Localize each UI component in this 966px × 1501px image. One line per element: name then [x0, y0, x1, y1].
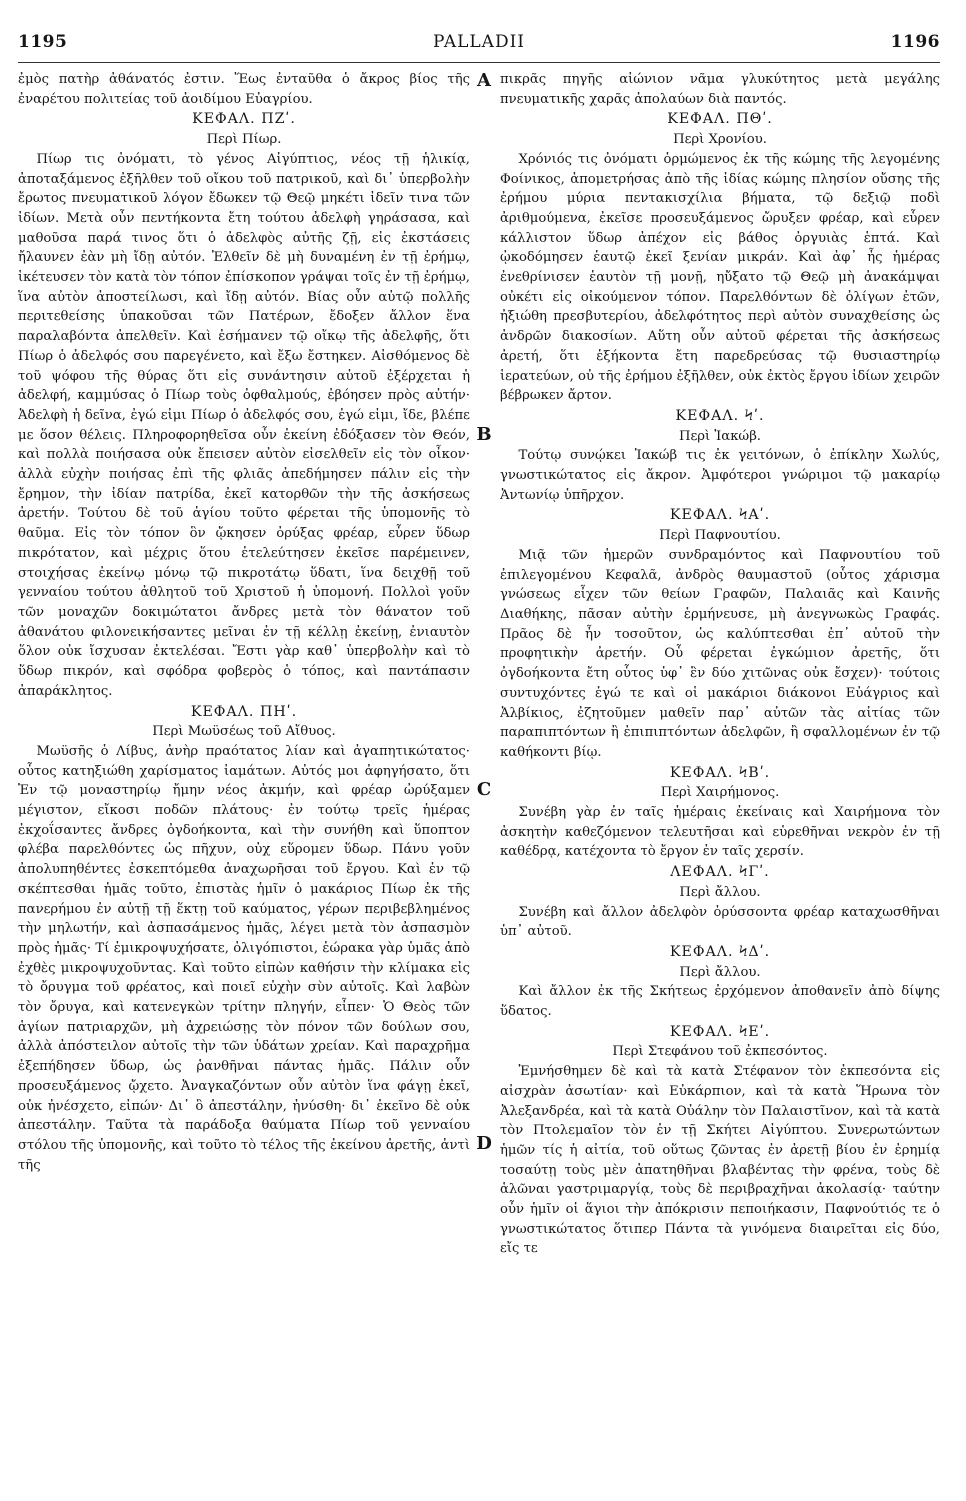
section-marker-b: B — [476, 424, 492, 445]
chapter-subtitle: Περὶ Παφνουτίου. — [659, 528, 781, 544]
chapter-subtitle: Περὶ Πίωρ. — [206, 132, 282, 148]
chapter-heading: ΚΕΦΑΛ. ϞΔʹ. — [669, 943, 771, 960]
chapter-text: Ἐμνήσθημεν δὲ καὶ τὰ κατὰ Στέφανον τὸν ἐκπεσόντα εἰς αἰσχρὰν ἀσωτίαν· καὶ Εὐκάρπιον, καὶ τὰ κατὰ Ἥρωνα τὸν Ἀλεξανδρέα, καὶ τὰ κατὰ Οὐάλην τὸν Παλαιστῖνον, καὶ τὰ κατὰ τὸν Πτολεμαῖον τὸν ἐν τῇ Σκήτει Αἰγύπτου. Συνερωτώντων ἡμῶν τίς ἡ αἰτία, τοῦ οὕτως ζῶντας ἐν ἀρετῇ βίου ἐν ἐρημίᾳ τοσαύτῃ τοὺς μὲν ἀπατηθῆναι βλαβέντας τὴν φρένα, τοὺς δὲ ἁλῶναι γαστριμαργίᾳ, τοὺς δὲ περιβραχῆναι ἀκολασίᾳ· ταύτην οὖν ἡμῖν οἱ ἅγιοι τὴν ἀπόκρισιν πεποιήκασιν, Παφνούτιός τε ὁ γνωστικώτατος ὅτιπερ Πάντα τὰ γινόμενα διαιρεῖται εἰς δύο, εἴς τε — [500, 1064, 940, 1257]
chapter-subtitle: Περὶ Ἰακώβ. — [678, 428, 762, 444]
chapter-heading: ΛΕΦΑΛ. ϞΓʹ. — [670, 864, 770, 881]
chapter-text: Πίωρ τις ὀνόματι, τὸ γένος Αἰγύπτιος, νέος τῇ ἡλικίᾳ, ἀποταξάμενος ἐξῆλθεν τοῦ οἴκου τοῦ πατρικοῦ, καὶ δι᾽ ὑπερβολὴν ἔρωτος πνευματικοῦ λόγον ἔδωκεν τῷ Θεῷ μηκέτι ἰδεῖν τινα τῶν ἰδίων. Μετὰ οὖν πεντήκοντα ἔτη τούτου ἀδελφὴ γηράσασα, καὶ μαθοῦσα παρά τινος ὅτι ὁ ἀδελφὸς αὐτῆς ζῇ, εἰς ἐκστάσεις ἤλαυνεν ἐὰν μὴ ἴδῃ αὐτόν. Ἐλθεῖν δὲ μὴ δυναμένη ἐν τῇ ἐρήμῳ, ἱκέτευσεν τὸν κατὰ τὸν τόπον ἐπίσκοπον γράψαι τοῖς ἐν τῇ ἐρήμῳ, ἵνα αὐτὸν ἀποστείλωσι, καὶ ἴδῃ αὐτόν. Βίας οὖν αὐτῷ πολλῆς περιτεθείσης ὑπακοῦσαι τῶν Πατέρων, ἔδοξεν ἄλλον ἕνα παραλαβόντα ἀπελθεῖν. Καὶ ἐσήμανεν τῷ οἴκῳ τῆς ἀδελφῆς, ὅτι Πίωρ ὁ ἀδελφός σου παρεγένετο, καὶ ἔξω ἔστηκεν. Αἰσθόμενος δὲ τοῦ ψόφου τῆς θύρας ὅτι εἰς συνάντησιν αὐτοῦ ἐξέρχεται ἡ ἀδελφή, καμμύσας ὁ Πίωρ τοὺς ὀφθαλμούς, ἐβόησεν πρὸς αὐτήν· Ἀδελφὴ ἡ δεῖνα, ἐγώ εἰμι Πίωρ ὁ ἀδελφός σου, ἐγώ εἰμι, ἴδε, βλέπε με ὅσον θέλεις. Πληροφορηθεῖσα οὖν ἐκείνη ἐδόξασεν τὸν Θεόν, καὶ πολλὰ ποιήσασα οὐκ ἔπεισεν αὐτὸν εἰσελθεῖν εἰς τὸν οἶκον· ἀλλὰ εὐχὴν ποιήσας ἐπὶ τῆς φλιᾶς ἀπεδήμησεν πάλιν εἰς τὴν ἔρημον, τὴν ἰδίαν πατρίδα, ἐκεῖ κατορθῶν τὴν τῆς ἀσκήσεως ἀρετήν. Τούτου δὲ τοῦ ἁγίου τοῦτο φέρεται τῆς ὑπομονῆς τὸ θαῦμα. Εἰς τὸν τόπον ὃν ᾤκησεν ὀρύξας φρέαρ, εὗρεν ὕδωρ πικρότατον, καὶ μέχρις ὅτου ἐτελεύτησεν ἐκεῖσε παρέμεινεν, στοιχήσας ἐκείνῳ μόνῳ τῷ πικροτάτῳ ὕδατι, ἵνα δειχθῇ τοῦ γενναίου τούτου ἀθλητοῦ τοῦ Χριστοῦ ἡ ὑπομονή. Πολλοὶ γοῦν τῶν μοναχῶν δοκιμώτατοι ἄνδρες μετὰ τὸν θάνατον τοῦ ἀθανάτου φιλονεικήσαντες μεῖναι ἐν τῇ κέλλῃ ἐκείνῃ, ἐνιαυτὸν ὅλον οὐκ ἴσχυσαν ἐκτελέσαι. Ἔστι γὰρ καθ᾽ ὑπερβολὴν καὶ τὸ ὕδωρ πικρόν, καὶ σφόδρα φοβερὸς ὁ τόπος, καὶ παντάπασιν ἀπαράκλητος. — [18, 151, 470, 699]
chapter-heading: ΚΕΦΑΛ. ϞΕʹ. — [669, 1023, 771, 1040]
chapter-subtitle: Περὶ Μωϋσέως τοῦ Αἴθυος. — [152, 724, 336, 740]
chapter-heading: ΚΕΦΑΛ. ΠΘʹ. — [667, 111, 773, 128]
running-head — [18, 32, 940, 58]
chapter-text: Συνέβη καὶ ἄλλον ἀδελφὸν ὀρύσσοντα φρέαρ καταχωσθῆναι ὑπ᾽ αὐτοῦ. — [500, 904, 940, 940]
left-intro-text: ἐμὸς πατὴρ ἀθάνατός ἐστιν. Ἕως ἐνταῦθα ὁ ἄκρος βίος τῆς ἐναρέτου πολιτείας τοῦ ἀοιδίμου Εὐαγρίου. — [18, 72, 470, 107]
chapter-heading: ΚΕΦΑΛ. ϞΒʹ. — [669, 764, 771, 781]
chapter-heading: ΚΕΦΑΛ. ϞΑʹ. — [669, 507, 771, 524]
chapter-text: Καὶ ἄλλον ἐκ τῆς Σκήτεως ἐρχόμενον ἀποθανεῖν ἀπὸ δίψης ὕδατος. — [500, 984, 940, 1020]
right-column — [500, 70, 940, 1490]
chapter-heading: ΚΕΦΑΛ. Ϟʹ. — [675, 407, 765, 424]
section-marker-c: C — [476, 779, 492, 800]
right-intro-text: πικρᾶς πηγῆς αἰώνιον νᾶμα γλυκύτητος μετὰ μεγάλης πνευματικῆς χαρᾶς ἀπολαύων διὰ παντός. — [500, 72, 940, 107]
section-marker-a: A — [477, 70, 491, 91]
chapter-heading: ΚΕΦΑΛ. ΠΗʹ. — [190, 703, 298, 720]
page-number-right: 1196 — [890, 32, 940, 52]
page-number-left: 1195 — [18, 32, 68, 52]
chapter-text: Χρόνιός τις ὀνόματι ὁρμώμενος ἐκ τῆς κώμης τῆς λεγομένης Φοίνικος, ἀπομετρήσας ἀπὸ τῆς ἰδίας κώμης πλησίον οὔσης τῆς ἐρήμου μύρια πεντακισχίλια βήματα, τῷ δεξιῷ ποδὶ ἀριθμούμενα, ἐκεῖσε προσευξάμενος ὤρυξεν φρέαρ, καὶ εὗρεν κάλλιστον ὕδωρ ἀπέχον εἰς βάθος ὀργυιὰς ἑπτά. Καὶ ᾠκοδόμησεν ἑαυτῷ ἐκεῖ ξενίαν μικράν. Καὶ ἀφ᾽ ἧς ἡμέρας ἐνεθρίνισεν ἑαυτὸν τῇ μονῇ, ηὔξατο τῷ Θεῷ μὴ ἀνακάμψαι οὐκέτι εἰς οἰκούμενον τόπον. Παρελθόντων δὲ ὀλίγων ἐτῶν, ἠξιώθη πρεσβυτερίου, ἀδελφότητος περὶ αὐτὸν συναχθείσης ὡς ἀνδρῶν διακοσίων. Αὕτη οὖν αὐτοῦ φέρεται τῆς ἀσκήσεως ἀρετή, ὅτι ἑξήκοντα ἔτη παρεδρεύσας τῷ θυσιαστηρίῳ ἱερατεύων, οὐ τῆς ἐρήμου ἐξῆλθεν, οὐκ ἐκτὸς ἔργου ἰδίων χειρῶν βέβρωκεν ἄρτον. — [500, 151, 940, 404]
chapter-subtitle: Περὶ ἄλλου. — [679, 964, 761, 980]
chapter-text: Συνέβη γὰρ ἐν ταῖς ἡμέραις ἐκείναις καὶ Χαιρήμονα τὸν ἀσκητὴν καθεζόμενον τελευτῆσαι καὶ εὑρεθῆναι νεκρὸν ἐν τῇ καθέδρᾳ, κατέχοντα τὸ ἔργον ἐν ταῖς χερσίν. — [500, 805, 940, 860]
left-column — [18, 70, 470, 1490]
section-marker-d: D — [476, 1133, 492, 1154]
chapter-text: Τούτῳ συνῴκει Ἰακώβ τις ἐκ γειτόνων, ὁ ἐπίκλην Χωλύς, γνωστικώτατος εἰς ἄκρον. Ἀμφότεροι γνώριμοι τῷ μακαρίῳ Ἀντωνίῳ ὑπῆρχον. — [500, 448, 940, 503]
chapter-subtitle: Περὶ Στεφάνου τοῦ ἐκπεσόντος. — [612, 1044, 828, 1060]
chapter-heading: ΚΕΦΑΛ. ΠΖʹ. — [192, 111, 296, 128]
header-rule — [18, 62, 940, 63]
chapter-text: Μιᾷ τῶν ἡμερῶν συνδραμόντος καὶ Παφνουτίου τοῦ ἐπιλεγομένου Κεφαλᾶ, ἀνδρὸς θαυμαστοῦ (οὗτος χάρισμα γνώσεως εἶχεν τῶν θείων Γραφῶν, Παλαιᾶς καὶ Καινῆς Διαθήκης, πᾶσαν αὐτὴν ἑρμήνευσε, μὴ ἀνεγνωκὼς Γραφάς. Πρᾶος δὲ ἦν τοσοῦτον, ὡς καλύπτεσθαι ἐπ᾽ αὐτοῦ τὴν προφητικὴν ἀρετήν. Οὗ φέρεται ἐγκώμιον ἀρετῆς, ὅτι ὀγδοήκοντα ἔτη οὗτος ὑφ᾽ ἓν δύο χιτῶνας οὐκ ἔσχεν)· τούτοις συντυχόντες ἐγώ τε καὶ οἱ μακάριοι διάκονοι Εὐάγριος καὶ Ἀλβίκιος, ἐζητοῦμεν μαθεῖν παρ᾽ αὐτῶν τὰς αἰτίας τῶν παραπιπτόντων ἢ ἐπιπιπτόντων ἀδελφῶν, ἢ σφαλλομένων ἐν τῷ καθήκοντι βίῳ. — [500, 547, 940, 760]
chapter-subtitle: Περὶ Χαιρήμονος. — [660, 785, 780, 801]
chapter-text: Μωϋσῆς ὁ Λίβυς, ἀνὴρ πραότατος λίαν καὶ ἀγαπητικώτατος· οὗτος κατηξιώθη χαρίσματος ἰαμάτων. Αὐτός μοι ἀφηγήσατο, ὅτι Ἐν τῷ μοναστηρίῳ ἤμην νέος ἀκμήν, καὶ φρέαρ ὠρύξαμεν μέγιστον, εἴκοσι ποδῶν πλάτους· ἐν τούτῳ τρεῖς ἡμέρας ἐκχοΐσαντες ἄνδρες ὀγδοήκοντα, καὶ τὴν συνήθη καὶ ὕποπτον φλέβα παρελθόντες ὡς πῆχυν, οὐχ εὕρομεν ὕδωρ. Πάνυ γοῦν ἀπολυπηθέντες ἐσκεπτόμεθα ἀναχωρῆσαι τοῦ ἔργου. Καὶ ἐν τῷ σκέπτεσθαι ἡμᾶς τοῦτο, ἐπιστὰς ἡμῖν ὁ μακάριος Πίωρ ἐκ τῆς πανερήμου ἐν αὐτῇ τῇ ἕκτῃ τοῦ καύματος, γέρων περιβεβλημένος τὴν μηλωτήν, καὶ ἀσπασάμενος ἡμᾶς, λέγει μετὰ τὸν ἀσπασμὸν πρὸς ἡμᾶς· Τί ἐμικροψυχήσατε, ὀλιγόπιστοι, ἑώρακα γὰρ ὑμᾶς ἀπὸ ἐχθὲς μικροψυχοῦντας. Καὶ τοῦτο εἰπὼν καθήσιν τὴν κλίμακα εἰς τὸ ὄρυγμα τοῦ φρέατος, καὶ ποιεῖ εὐχὴν σὺν αὐτοῖς. Καὶ λαβὼν τὸν ὄρυγα, καὶ κατενεγκὼν τρίτην πληγήν, εἶπεν· Ὁ Θεὸς τῶν ἁγίων πατριαρχῶν, μὴ ἀχρειώσῃς τὸν πόνον τῶν δούλων σου, ἀλλὰ ἀπόστειλον αὐτοῖς τὴν τῶν ὑδάτων χρείαν. Καὶ παραχρῆμα ἐξεπήδησεν ὕδωρ, ὡς ῥανθῆναι πάντας ἡμᾶς. Πάλιν οὖν προσευξάμενος ᾤχετο. Ἀναγκαζόντων οὖν αὐτὸν ἵνα φάγῃ ἐκεῖ, οὐκ ἠνέσχετο, εἰπών· Δι᾽ ὃ ἀπεστάλην, ἠνύσθη· δι᾽ ἐκεῖνο δὲ οὐκ ἀπεστάλην. Ταῦτα τὰ παράδοξα θαύματα Πίωρ τοῦ γενναίου στόλου τῆς ὑπομονῆς, καὶ τοῦτο τὸ τέλος τῆς ἐκείνου ἀρετῆς, ἀντὶ τῆς — [18, 743, 470, 1173]
chapter-subtitle: Περὶ Χρονίου. — [673, 132, 767, 148]
running-title: PALLADII — [432, 32, 526, 52]
chapter-subtitle: Περὶ ἄλλου. — [679, 884, 761, 900]
